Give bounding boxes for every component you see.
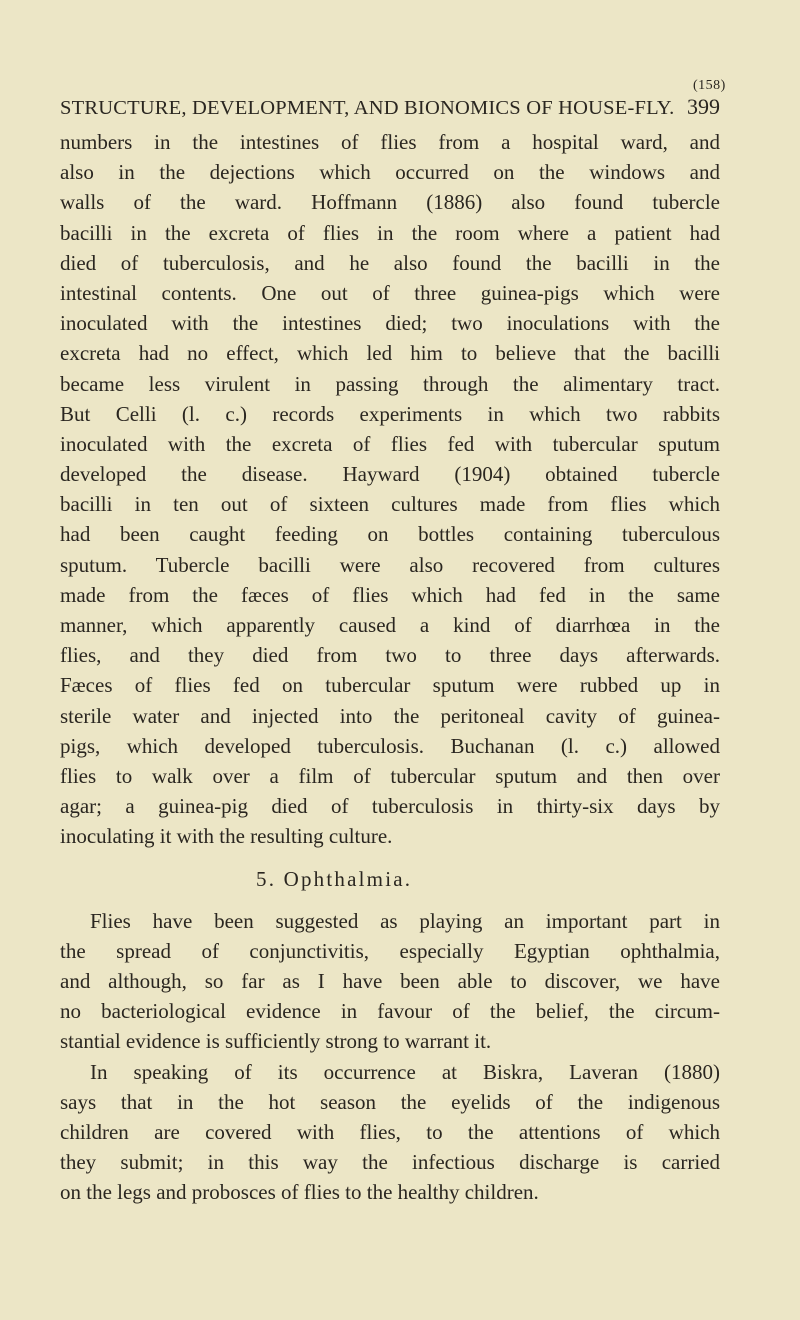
page-number: 399 <box>687 94 720 119</box>
text-line: pigs, which developed tuberculosis. Buchanan (l. c.) allowed <box>60 733 720 758</box>
text-line: sterile water and injected into the peritoneal cavity of guinea- <box>60 703 720 728</box>
text-line: inoculating it with the resulting culture. <box>60 824 393 849</box>
section-heading: 5. Ophthalmia. <box>256 866 413 891</box>
text-line: Flies have been suggested as playing an important part in <box>90 908 720 933</box>
sheet-number: (158) <box>693 78 726 93</box>
text-line: on the legs and probosces of flies to the healthy children. <box>60 1180 539 1205</box>
text-line: manner, which apparently caused a kind of diarrhœa in the <box>60 613 720 637</box>
paragraph-tuberculosis <box>60 127 720 852</box>
text-line: flies, and they died from two to three days afterwards. <box>60 643 720 668</box>
text-line: inoculated with the excreta of flies fed with tubercular sputum <box>60 431 720 456</box>
text-line: they submit; in this way the infectious discharge is carried <box>60 1150 720 1175</box>
text-line: flies to walk over a film of tubercular sputum and then over <box>60 763 720 788</box>
text-line: bacilli in ten out of sixteen cultures made from flies which <box>60 492 720 517</box>
text-line: and although, so far as I have been able to discover, we have <box>60 969 720 994</box>
text-line: intestinal contents. One out of three guinea-pigs which were <box>60 280 720 305</box>
text-line: no bacteriological evidence in favour of the belief, the circum- <box>60 999 720 1024</box>
paragraph-ophthalmia-intro <box>60 906 720 1057</box>
text-line: But Celli (l. c.) records experiments in which two rabbits <box>60 401 720 426</box>
paragraph-biskra <box>60 1057 720 1208</box>
text-line: numbers in the intestines of flies from a hospital ward, and <box>60 130 720 154</box>
running-head <box>60 94 720 120</box>
text-line: inoculated with the intestines died; two inoculations with the <box>60 311 720 336</box>
text-line: had been caught feeding on bottles containing tuberculous <box>60 522 720 547</box>
text-line: made from the fæces of flies which had fed in the same <box>60 582 720 607</box>
text-line: excreta had no effect, which led him to believe that the bacilli <box>60 341 720 366</box>
text-line: bacilli in the excreta of flies in the room where a patient had <box>60 220 720 245</box>
text-line: sputum. Tubercle bacilli were also recovered from cultures <box>60 552 720 577</box>
text-line: children are covered with flies, to the attentions of which <box>60 1120 720 1144</box>
text-line: the spread of conjunctivitis, especially Egyptian ophthalmia, <box>60 938 720 963</box>
text-line: In speaking of its occurrence at Biskra, Laveran (1880) <box>90 1059 720 1084</box>
body-text <box>60 127 720 1208</box>
running-title: STRUCTURE, DEVELOPMENT, AND BIONOMICS OF HOUSE-FLY. <box>60 97 675 119</box>
text-line: walls of the ward. Hoffmann (1886) also found tubercle <box>60 190 720 215</box>
text-line: became less virulent in passing through the alimentary tract. <box>60 371 720 396</box>
text-line: developed the disease. Hayward (1904) obtained tubercle <box>60 462 720 487</box>
text-line: also in the dejections which occurred on the windows and <box>60 160 720 185</box>
text-line: Fæces of flies fed on tubercular sputum were rubbed up in <box>60 673 720 698</box>
text-line: agar; a guinea-pig died of tuberculosis in thirty-six days by <box>60 794 720 819</box>
text-line: died of tuberculosis, and he also found the bacilli in the <box>60 250 720 275</box>
text-line: stantial evidence is sufficiently strong to warrant it. <box>60 1029 492 1054</box>
text-line: says that in the hot season the eyelids of the indigenous <box>60 1089 720 1114</box>
